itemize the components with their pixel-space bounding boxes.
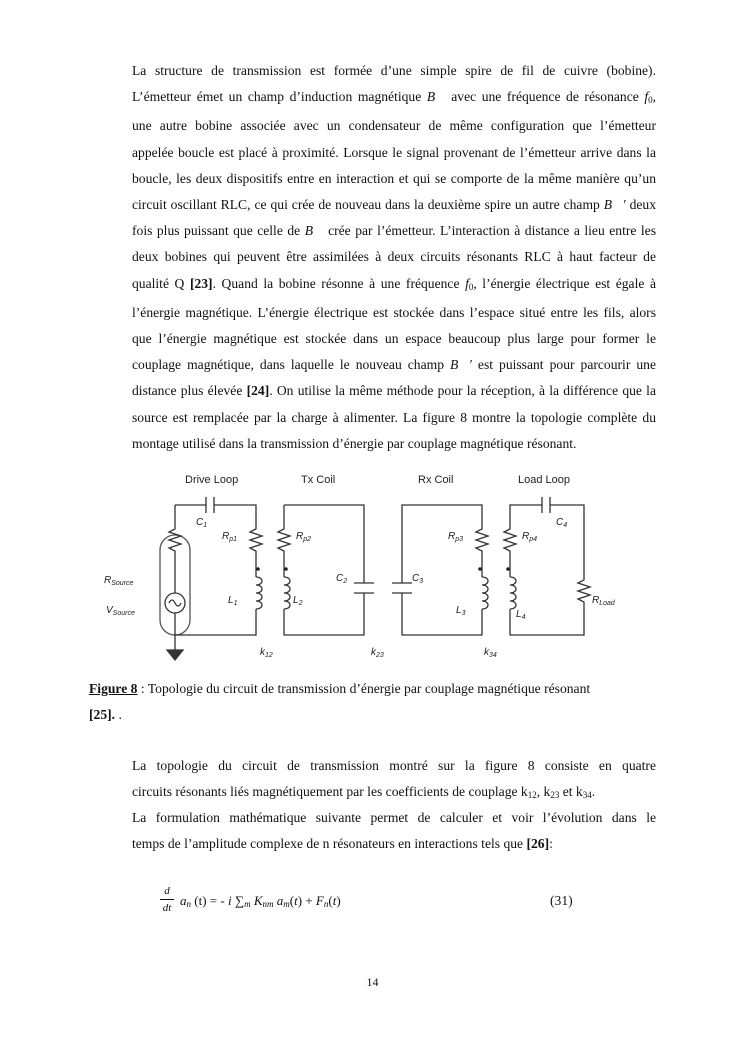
- label-k12: $k_{12}$: [260, 647, 273, 659]
- resistor-rload: [578, 577, 590, 607]
- label-k34: $k_{34}$: [484, 647, 497, 659]
- paragraph-1: [89, 58, 656, 457]
- frac-numerator: d: [164, 885, 170, 897]
- ground-symbol: [167, 650, 183, 660]
- wire: [175, 505, 256, 525]
- resistor-rp4: [504, 525, 516, 555]
- figure-caption: [89, 676, 656, 728]
- equation-number: (31): [550, 893, 573, 908]
- text-line: que l’énergie magnétique est stockée dans un espace beaucoup plus large pour former le: [132, 331, 656, 347]
- label-rp3: $R_{p3}$: [448, 531, 464, 543]
- sine-symbol: [169, 600, 181, 606]
- paragraph-3: [89, 805, 656, 857]
- label-c1: $C_1$: [196, 517, 208, 529]
- polarity-dot: [478, 567, 482, 571]
- inductor-l2: [284, 577, 290, 609]
- label-rload: $R_{Load}$: [592, 595, 615, 607]
- polarity-dot: [506, 567, 510, 571]
- caption-text: : Topologie du circuit de transmission d’énergie par couplage magnétique résonant: [137, 681, 591, 696]
- label-drive-loop: Drive Loop: [185, 474, 239, 486]
- text-line: L’émetteur émet un champ d’induction magnétique B⃗ avec une fréquence de résonance $f_0$,: [132, 89, 657, 106]
- label-rx-coil: Rx Coil: [418, 474, 454, 486]
- derivative-fraction: [160, 884, 174, 915]
- caption-tail: .: [115, 707, 122, 722]
- text-line: montage utilisé dans la transmission d’énergie par couplage magnétique résonant.: [132, 435, 577, 451]
- wire: [175, 609, 256, 635]
- label-c3: $C_3$: [412, 573, 424, 585]
- label-c2: $C_2$: [336, 573, 348, 585]
- paragraph-2: [89, 753, 656, 808]
- text-line: couplage magnétique, dans laquelle le nouveau champ B⃗′ est puissant pour parcourir une: [132, 357, 656, 373]
- text-line: deux bobines qui peuvent être assimilées à deux circuits résonants RLC à haut facteur de: [132, 249, 656, 265]
- capacitor-c1: [206, 497, 214, 513]
- text-line: fois plus puissant que celle de B⃗ crée par l’émetteur. L’interaction à distance a lieu entre les: [132, 223, 656, 239]
- label-l4: $L_4$: [516, 609, 526, 621]
- text-line: source est remplacée par la charge à alimenter. La figure 8 montre la topologie complète du: [132, 409, 656, 425]
- label-c4: $C_4$: [556, 517, 568, 529]
- frac-denominator: dt: [162, 902, 172, 914]
- label-rp4: $R_{p4}$: [522, 531, 538, 543]
- label-rp2: $R_{p2}$: [296, 531, 312, 543]
- figure-8-circuit-diagram: [98, 465, 638, 675]
- text-line: La topologie du circuit de transmission montré sur la figure 8 consiste en quatre: [132, 758, 656, 773]
- caption-ref: [25].: [89, 707, 116, 722]
- wire: [284, 505, 364, 635]
- capacitor-c4: [542, 497, 550, 513]
- page-number: 14: [366, 975, 379, 989]
- text-line: distance plus élevée [24]. On utilise la même méthode pour la réception, à la différence que la: [132, 383, 656, 399]
- label-rp1: $R_{p1}$: [222, 531, 238, 543]
- caption-label: Figure 8: [89, 681, 138, 696]
- inductor-l1: [256, 577, 262, 609]
- label-l3: $L_3$: [456, 605, 466, 617]
- inductor-l3: [482, 577, 488, 609]
- resistor-rp2: [278, 525, 290, 555]
- text-line: La formulation mathématique suivante permet de calculer et voir l’évolution dans le: [132, 810, 656, 825]
- label-load-loop: Load Loop: [518, 474, 570, 486]
- capacitor-c2: [354, 583, 374, 593]
- label-l2: $L_2$: [293, 595, 303, 607]
- resistor-rsource: [169, 525, 181, 555]
- label-rsource: $R_{Source}$: [104, 575, 134, 587]
- equation-31: [160, 884, 580, 924]
- text-line: qualité Q [23]. Quand la bobine résonne à une fréquence $f_0$, l’énergie électrique est égale à: [132, 275, 657, 292]
- resistor-rp3: [476, 525, 488, 555]
- wire: [402, 505, 482, 635]
- capacitor-c3: [392, 583, 412, 593]
- text-line: l’énergie magnétique. L’énergie électrique est stockée dans l’espace situé entre les fils, alors: [132, 304, 656, 320]
- text-line: circuit oscillant RLC, ce qui crée de nouveau dans la deuxième spire un autre champ B⃗′ deux: [132, 197, 656, 213]
- label-vsource: $V_{Source}$: [106, 605, 135, 617]
- label-tx-coil: Tx Coil: [301, 474, 336, 486]
- resistor-rp1: [250, 525, 262, 555]
- equation-body: $a_n$ (t) = - i $\sum_m$ $K_{nm}$ $a_m(t) + F_n(t)$: [180, 893, 341, 909]
- polarity-dot: [284, 567, 288, 571]
- text-line: une autre bobine associée avec un condensateur de même configuration que l’émetteur: [132, 118, 656, 134]
- text-line: La structure de transmission est formée d’une simple spire de fil de cuivre (bobine).: [132, 63, 656, 78]
- label-k23: $k_{23}$: [371, 647, 384, 659]
- text-line: temps de l’amplitude complexe de n résonateurs en interactions tels que [26]:: [132, 836, 553, 852]
- inductor-l4: [510, 577, 516, 609]
- label-l1: $L_1$: [228, 595, 238, 607]
- polarity-dot: [256, 567, 260, 571]
- text-line: boucle, les deux dispositifs entre en interaction et qui se comporte de la même manière qu’un: [132, 170, 656, 186]
- text-line: appelée boucle est placé à proximité. Lorsque le signal provenant de l’émetteur arrive dans la: [132, 144, 656, 160]
- circuit-diagram: [98, 465, 638, 675]
- text-line: circuits résonants liés magnétiquement par les coefficients de couplage $k_{12}$, $k_{23}$ et $k_{34}$.: [132, 784, 596, 801]
